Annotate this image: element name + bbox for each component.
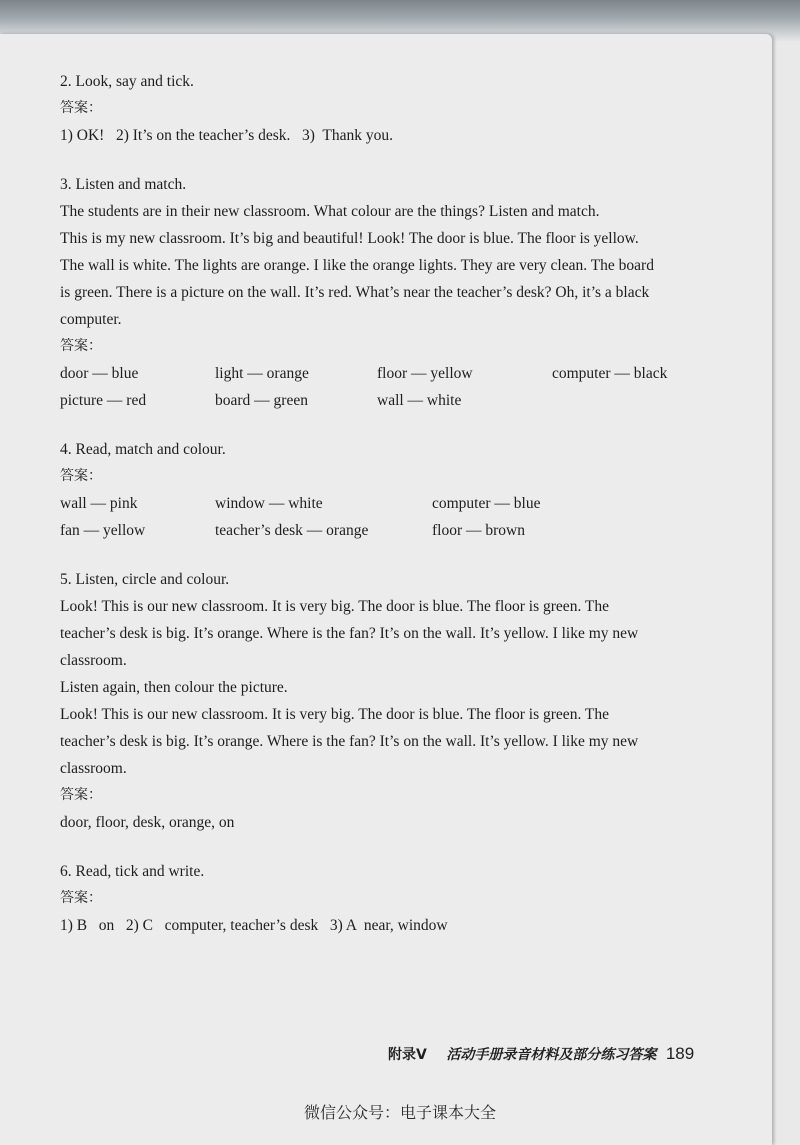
sub-heading: Listen again, then colour the picture. [60, 679, 288, 696]
answer-pair: light — orange [215, 365, 309, 382]
answer-pair: wall — pink [60, 495, 138, 512]
answer-label: 答案： [60, 787, 102, 803]
section-heading: 3. Listen and match. [60, 176, 187, 193]
page-footer [388, 1044, 728, 1068]
script-line: The wall is white. The lights are orange. I like the orange lights. They are very clean. The board [60, 257, 654, 274]
section-5 [60, 566, 720, 836]
script-line: computer. [60, 311, 122, 328]
answer-label: 答案： [60, 468, 102, 484]
script-line: classroom. [60, 652, 127, 669]
answer-pair: floor — yellow [377, 365, 473, 382]
script-line: This is my new classroom. It’s big and beautiful! Look! The door is blue. The floor is yellow. [60, 230, 639, 247]
answer-row [60, 360, 720, 387]
script-line: teacher’s desk is big. It’s orange. Where is the fan? It’s on the wall. It’s yellow. I like my new [60, 625, 639, 642]
section-heading: 2. Look, say and tick. [60, 73, 194, 90]
page-content [60, 68, 720, 939]
section-4 [60, 436, 720, 544]
script-line: classroom. [60, 760, 127, 777]
section-heading: 4. Read, match and colour. [60, 441, 226, 458]
answer-label: 答案： [60, 100, 102, 116]
answer-pair: window — white [215, 495, 323, 512]
answer-row [60, 517, 720, 544]
watermark-text: 微信公众号：电子课本大全 [303, 1103, 496, 1122]
answer-pair: picture — red [60, 392, 147, 409]
answer-pair: fan — yellow [60, 522, 146, 539]
answer-label: 答案： [60, 338, 102, 354]
answer-row [60, 387, 720, 414]
section-heading: 6. Read, tick and write. [60, 863, 205, 880]
section-3 [60, 171, 720, 414]
answer-pair: wall — white [377, 392, 462, 409]
answer-pair: computer — blue [432, 495, 541, 512]
answer-text: door, floor, desk, orange, on [60, 814, 235, 831]
answer-pair: board — green [215, 392, 308, 409]
footer-title: 活动手册录音材料及部分练习答案 [446, 1047, 657, 1063]
script-line: teacher’s desk is big. It’s orange. Where is the fan? It’s on the wall. It’s yellow. I like my new [60, 733, 639, 750]
answer-label: 答案： [60, 890, 102, 906]
section-heading: 5. Listen, circle and colour. [60, 571, 230, 588]
answer-pair: door — blue [60, 365, 139, 382]
page-number: 189 [665, 1044, 695, 1063]
script-line: Look! This is our new classroom. It is very big. The door is blue. The floor is green. The [60, 598, 610, 615]
answer-row [60, 490, 720, 517]
script-line: Look! This is our new classroom. It is very big. The door is blue. The floor is green. The [60, 706, 610, 723]
script-line: is green. There is a picture on the wall. It’s red. What’s near the teacher’s desk? Oh, it’s a black [60, 284, 650, 301]
answer-text: 1) OK! 2) It’s on the teacher’s desk. 3) Thank you. [60, 127, 394, 144]
answer-pair: teacher’s desk — orange [215, 522, 369, 539]
answer-pair: computer — black [552, 365, 668, 382]
section-2 [60, 68, 720, 149]
answer-text: 1) B on 2) C computer, teacher’s desk 3) A near, window [60, 917, 448, 934]
section-6 [60, 858, 720, 939]
intro-text: The students are in their new classroom. What colour are the things? Listen and match. [60, 203, 600, 220]
answer-pair: floor — brown [432, 522, 525, 539]
appendix-label: 附录V [388, 1047, 427, 1063]
